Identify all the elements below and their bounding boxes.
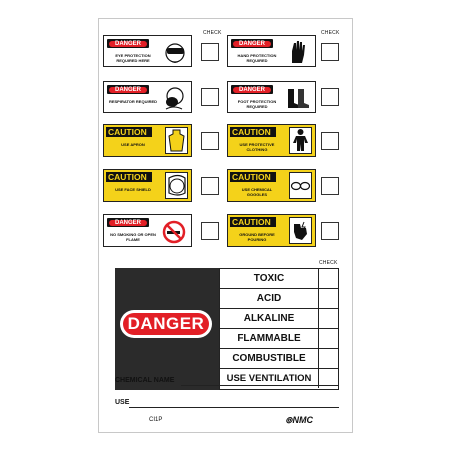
no-smoking-icon xyxy=(161,218,187,244)
check-header-left: CHECK xyxy=(203,30,222,36)
danger-header: DANGER xyxy=(107,85,149,94)
caution-header: CAUTION xyxy=(230,217,276,227)
hazard-label: FLAMMABLE xyxy=(220,329,319,348)
check-box-face-shield[interactable] xyxy=(201,177,219,195)
hazard-row[interactable] xyxy=(220,349,338,369)
sign-text: EYE PROTECTION REQUIRED HERE xyxy=(115,53,151,63)
check-box-foot-protection[interactable] xyxy=(321,88,339,106)
sign-apron xyxy=(103,124,192,157)
sign-text: USE PROTECTIVE CLOTHING xyxy=(239,142,275,152)
danger-header: DANGER xyxy=(231,39,273,48)
sign-chemical-goggles xyxy=(227,169,316,202)
caution-header: CAUTION xyxy=(106,172,152,182)
hazard-label: TOXIC xyxy=(220,269,319,288)
sign-face-shield xyxy=(103,169,192,202)
brand-swoosh-icon: ⊚ xyxy=(285,415,293,425)
hazard-label: USE VENTILATION xyxy=(220,369,319,388)
hazard-label: ACID xyxy=(220,289,319,308)
danger-oval-badge xyxy=(120,310,212,338)
sign-text: USE CHEMICAL GOGGLES xyxy=(241,187,273,197)
safety-glasses-icon xyxy=(161,39,187,65)
sign-eye-protection xyxy=(103,35,192,67)
hazard-label: COMBUSTIBLE xyxy=(220,349,319,368)
use-label: USE xyxy=(115,399,130,406)
brand-logo: ⊚NMC xyxy=(285,415,314,425)
caution-header: CAUTION xyxy=(230,172,276,182)
sign-foot-protection xyxy=(227,81,316,113)
hazard-row[interactable] xyxy=(220,329,338,349)
sign-hand-protection xyxy=(227,35,316,67)
hazard-row[interactable] xyxy=(220,269,338,289)
check-box-no-smoking[interactable] xyxy=(201,222,219,240)
caution-header: CAUTION xyxy=(230,127,276,137)
check-box-hand-protection[interactable] xyxy=(321,43,339,61)
sign-ground-before-pouring xyxy=(227,214,316,247)
caution-header: CAUTION xyxy=(106,127,152,137)
hazard-label: ALKALINE xyxy=(220,309,319,328)
check-box-protective-clothing[interactable] xyxy=(321,132,339,150)
use-field[interactable] xyxy=(129,407,339,408)
sign-no-smoking xyxy=(103,214,192,247)
protective-suit-icon xyxy=(289,127,312,154)
check-header-hazards: CHECK xyxy=(319,260,338,266)
danger-header: DANGER xyxy=(231,85,273,94)
chemical-name-label: CHEMICAL NAME xyxy=(115,377,175,384)
danger-panel xyxy=(115,268,219,390)
face-shield-icon xyxy=(165,172,188,199)
sign-text: GROUND BEFORE POURING xyxy=(239,232,275,242)
sign-text: NO SMOKING OR OPEN FLAME xyxy=(110,232,156,242)
hazard-row[interactable] xyxy=(220,369,338,389)
danger-header: DANGER xyxy=(107,39,149,48)
sign-respirator xyxy=(103,81,192,113)
check-box-ground-before-pouring[interactable] xyxy=(321,222,339,240)
danger-label: DANGER xyxy=(123,313,209,335)
sign-protective-clothing xyxy=(227,124,316,157)
glove-icon xyxy=(285,39,311,65)
sign-text: FOOT PROTECTION REQUIRED xyxy=(237,99,277,109)
sign-text: RESPIRATOR REQUIRED xyxy=(108,99,158,104)
respirator-icon xyxy=(161,85,187,111)
hazard-row[interactable] xyxy=(220,309,338,329)
hazard-row[interactable] xyxy=(220,289,338,309)
check-box-respirator[interactable] xyxy=(201,88,219,106)
check-header-right: CHECK xyxy=(321,30,340,36)
apron-icon xyxy=(165,127,188,154)
check-box-eye-protection[interactable] xyxy=(201,43,219,61)
grounding-icon xyxy=(289,217,312,244)
check-box-apron[interactable] xyxy=(201,132,219,150)
sign-text: USE APRON xyxy=(121,142,145,147)
sign-text: USE FACE SHIELD xyxy=(115,187,151,192)
hazard-checklist xyxy=(219,268,339,390)
chemical-name-field[interactable] xyxy=(181,385,339,386)
check-box-chemical-goggles[interactable] xyxy=(321,177,339,195)
boots-icon xyxy=(285,85,311,111)
product-code: CI1P xyxy=(149,417,163,423)
danger-header: DANGER xyxy=(107,218,149,227)
sign-text: HAND PROTECTION REQUIRED xyxy=(237,53,277,63)
goggles-icon xyxy=(289,172,312,199)
chemical-label-card xyxy=(98,18,353,433)
